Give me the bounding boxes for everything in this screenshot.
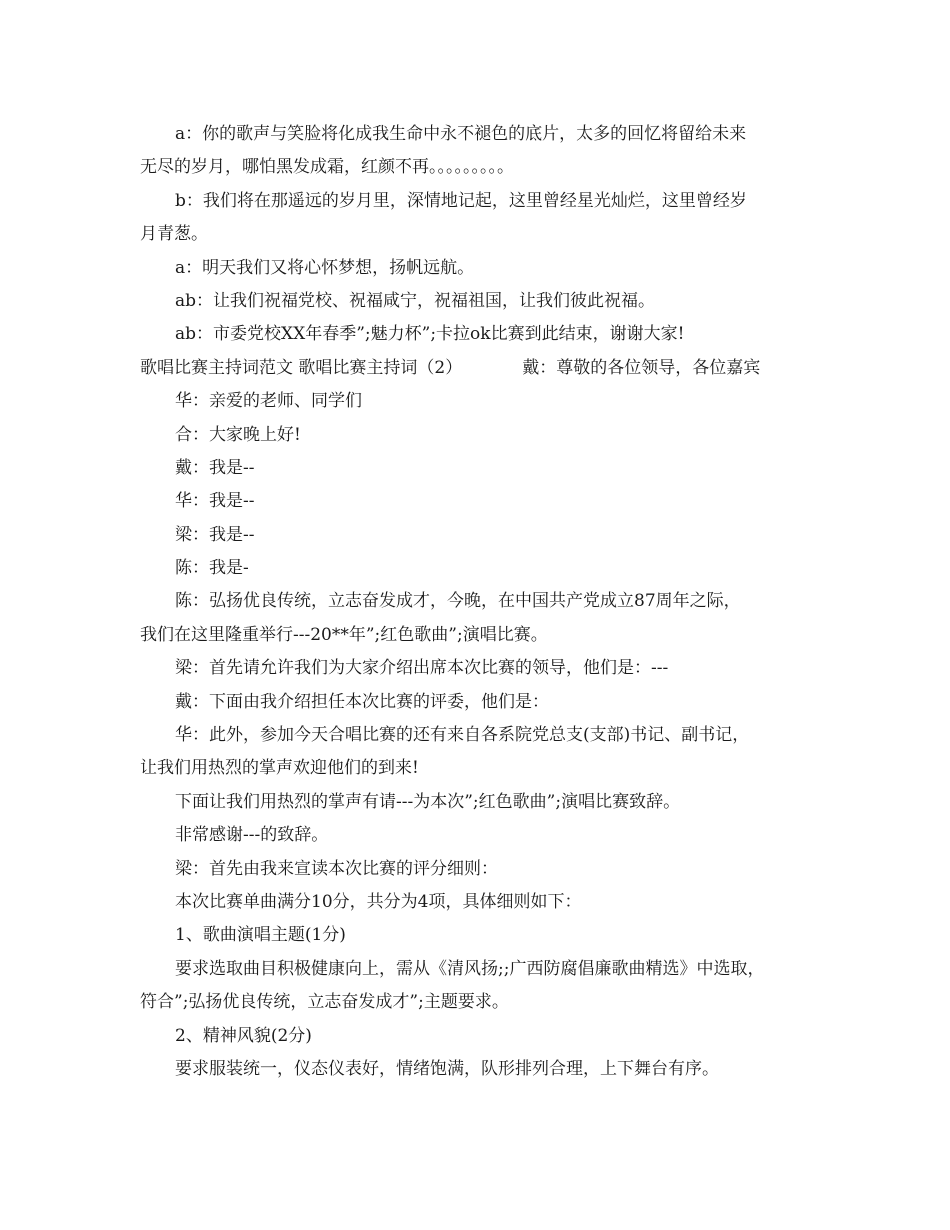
text-line [140, 118, 815, 151]
text-line-content: 让我们用热烈的掌声欢迎他们的到来! [140, 758, 419, 779]
text-line [140, 619, 815, 652]
text-line [140, 953, 815, 986]
text-line-tail: 戴：尊敬的各位领导，各位嘉宾 [522, 357, 761, 378]
text-line-content: a：你的歌声与笑脸将化成我生命中永不褪色的底片，太多的回忆将留给未来 [175, 124, 747, 144]
text-line [140, 552, 815, 585]
text-line [140, 519, 815, 552]
text-line-content: 无尽的岁月，哪怕黑发成霜，红颜不再。。。。。。。。。 [140, 157, 514, 178]
text-line [140, 318, 815, 351]
text-line [140, 218, 815, 251]
text-line [140, 1053, 815, 1086]
text-line-content: 要求服装统一，仪态仪表好，情绪饱满，队形排列合理，上下舞台有序。 [175, 1058, 719, 1079]
text-line [140, 452, 815, 485]
document-body [140, 118, 815, 1086]
text-line-content: 我们在这里隆重举行---20**年”;红色歌曲”;演唱比赛。 [140, 624, 548, 645]
text-line-content: 月青葱。 [140, 224, 208, 245]
text-line-content: 2、精神风貌(2分) [175, 1025, 312, 1046]
text-line [140, 652, 815, 685]
text-line [140, 752, 815, 785]
text-line [140, 719, 815, 752]
text-line [140, 419, 815, 452]
text-line-content: 陈：弘扬优良传统，立志奋发成才，今晚，在中国共产党成立87周年之际， [175, 591, 741, 612]
text-line [140, 285, 815, 318]
text-line-content: ab：市委党校XX年春季”;魅力杯”;卡拉ok比赛到此结束，谢谢大家! [175, 324, 685, 345]
text-line [140, 686, 815, 719]
text-line [140, 485, 815, 518]
text-line [140, 986, 815, 1019]
text-line-content: 符合”;弘扬优良传统，立志奋发成才”;主题要求。 [140, 992, 509, 1013]
text-line [140, 352, 815, 385]
text-line-content: 梁：我是-- [175, 524, 255, 545]
text-line-content: 梁：首先请允许我们为大家介绍出席本次比赛的领导，他们是：--- [175, 658, 669, 679]
text-line-content: 戴：我是-- [175, 457, 255, 478]
text-line [140, 853, 815, 886]
text-line [140, 185, 815, 218]
text-line-content: 下面让我们用热烈的掌声有请---为本次”;红色歌曲”;演唱比赛致辞。 [175, 791, 681, 812]
text-line [140, 585, 815, 618]
text-line-content: b：我们将在那遥远的岁月里，深情地记起，这里曾经星光灿烂，这里曾经岁 [175, 190, 747, 211]
text-line-content: 歌唱比赛主持词范文 歌唱比赛主持词（2） [140, 357, 463, 378]
text-line-content: 戴：下面由我介绍担任本次比赛的评委，他们是： [175, 691, 549, 712]
text-line-content: 陈：我是- [175, 558, 249, 579]
text-line [140, 819, 815, 852]
text-line [140, 919, 815, 952]
text-line-content: 华：此外，参加今天合唱比赛的还有来自各系院党总支(支部)书记、副书记， [175, 725, 750, 746]
text-line-content: 华：我是-- [175, 491, 255, 512]
text-line-content: a：明天我们又将心怀梦想，扬帆远航。 [175, 257, 475, 278]
text-line-content: ab：让我们祝福党校、祝福咸宁，祝福祖国，让我们彼此祝福。 [175, 290, 656, 311]
text-line-content: 合：大家晚上好! [175, 424, 301, 445]
text-line-content: 本次比赛单曲满分10分，共分为4项，具体细则如下： [175, 891, 582, 912]
text-line-content: 1、歌曲演唱主题(1分) [175, 925, 346, 946]
text-line [140, 385, 815, 418]
text-line-content: 非常感谢---的致辞。 [175, 825, 329, 846]
text-line [140, 252, 815, 285]
text-line [140, 886, 815, 919]
text-line-content: 要求选取曲目积极健康向上，需从《清风扬;;广西防腐倡廉歌曲精选》中选取， [175, 958, 765, 979]
text-line-content: 梁：首先由我来宣读本次比赛的评分细则： [175, 858, 498, 879]
text-line [140, 151, 815, 184]
text-line-content: 华：亲爱的老师、同学们 [175, 391, 362, 412]
text-line [140, 1020, 815, 1053]
text-line [140, 786, 815, 819]
